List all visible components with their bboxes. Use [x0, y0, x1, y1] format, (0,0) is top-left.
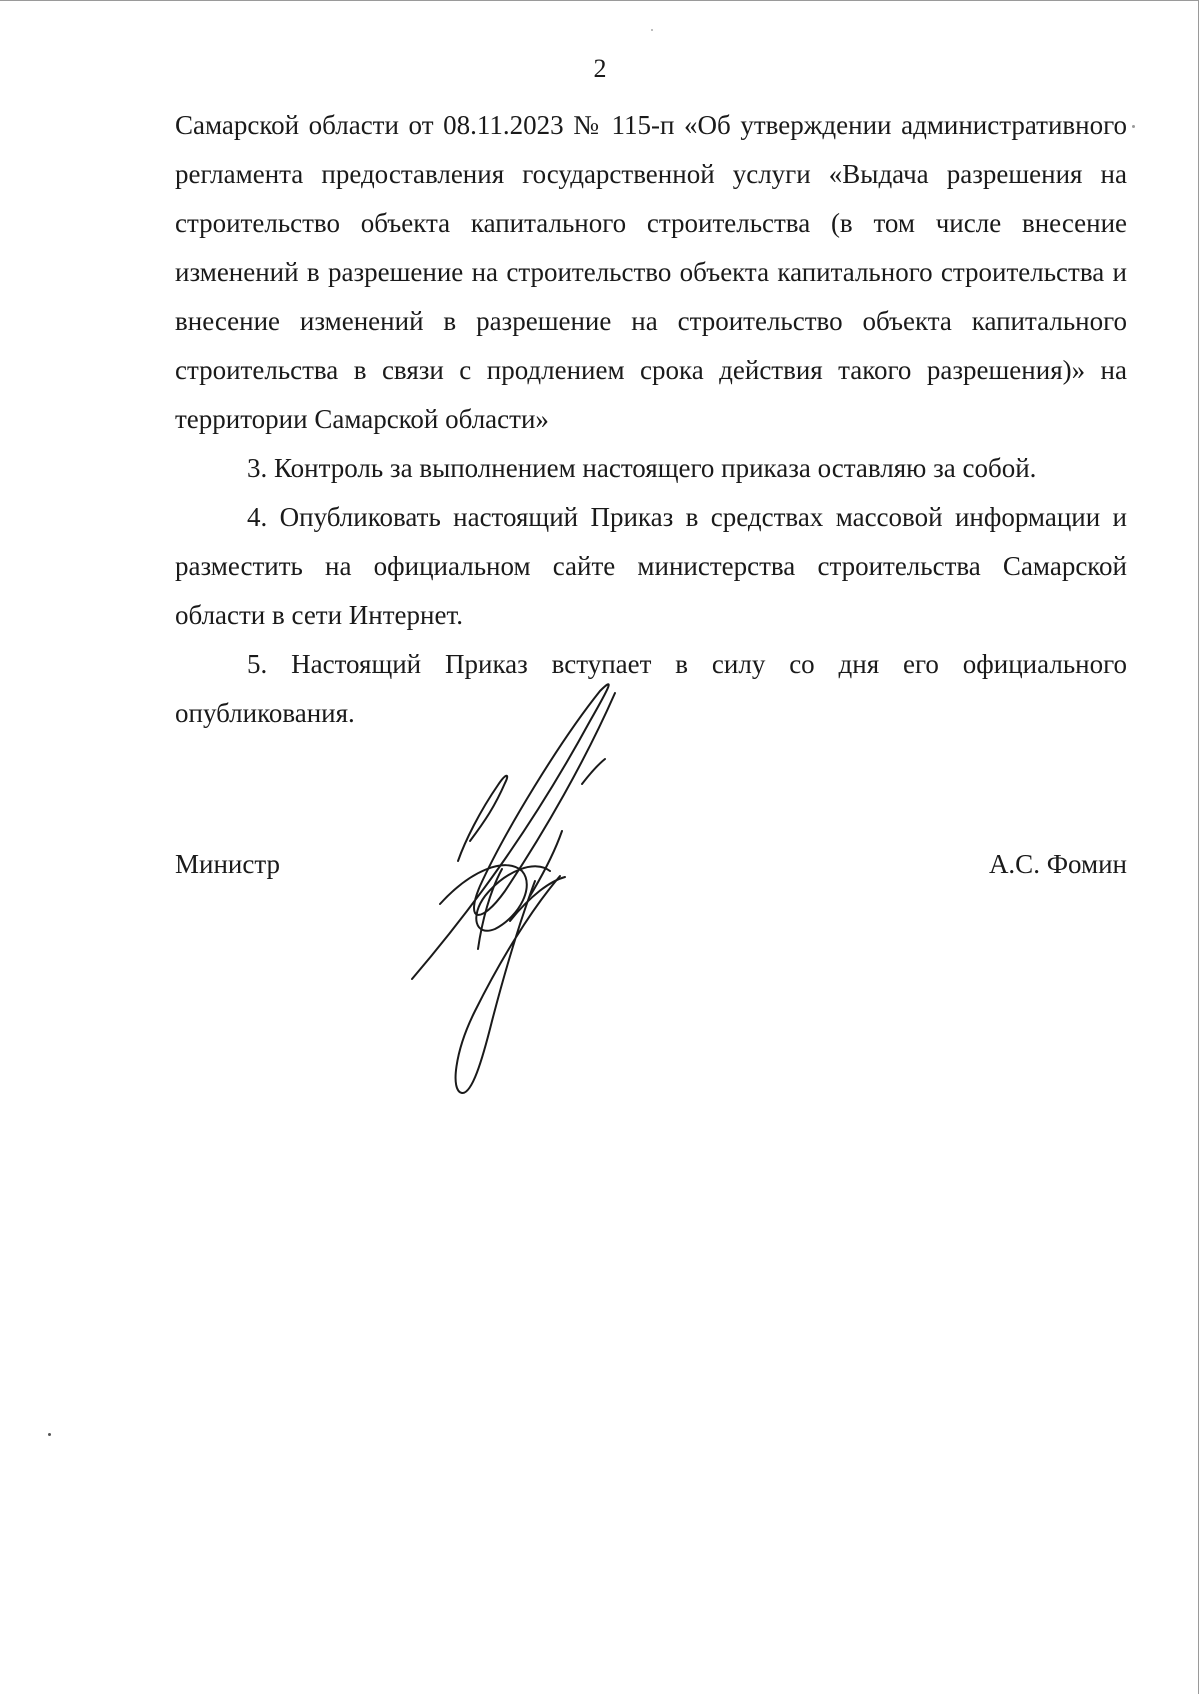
- page-number: 2: [593, 54, 607, 83]
- scan-speck: [1132, 125, 1135, 128]
- signer-name: А.С. Фомин: [988, 849, 1127, 879]
- signer-title: Министр: [175, 849, 280, 879]
- handwritten-signature: [410, 681, 670, 1101]
- document-body: [175, 101, 1127, 738]
- paragraph-item-5: 5. Настоящий Приказ вступает в силу со дня его официального опубликования.: [175, 649, 1127, 728]
- scan-speck: [651, 29, 653, 31]
- paragraph-item-3: 3. Контроль за выполнением настоящего приказа оставляю за собой.: [247, 453, 1037, 483]
- paragraph-item-4: 4. Опубликовать настоящий Приказ в средствах массовой информации и разместить на официальном сайте министерства строительства Самарской области в сети Интернет.: [175, 502, 1127, 630]
- paragraph-continuation: Самарской области от 08.11.2023 № 115-п «Об утверждении административного регламента предоставления государственной услуги «Выдача разрешения на строительство объекта капитального строительства (в том числе внесение изменений в разрешение на строительство объекта капитального строительства и внесение изменений в разрешение на строительство объекта капитального строительства в связи с продлением срока действия такого разрешения)» на территории Самарской области»: [175, 110, 1127, 434]
- scan-speck: [48, 1433, 51, 1436]
